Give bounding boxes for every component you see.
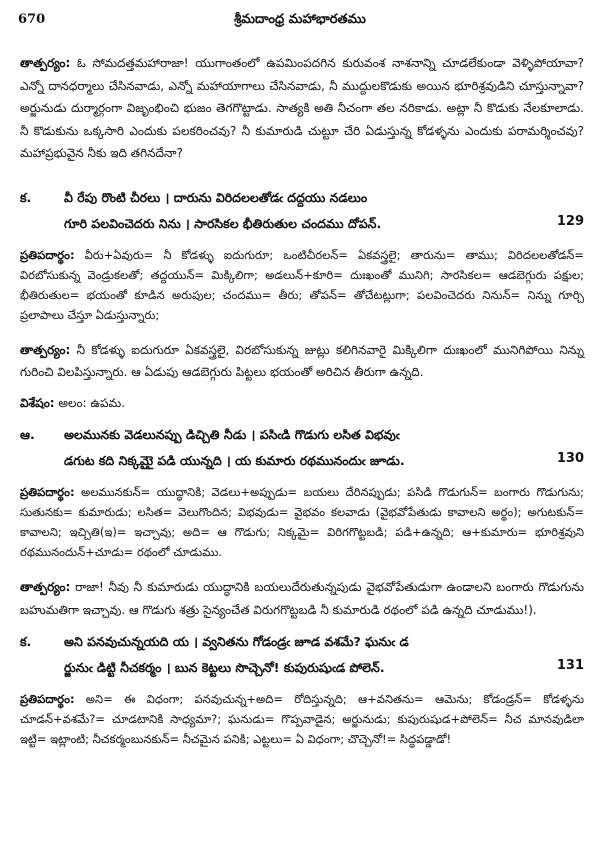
gloss-pratipadartham-130	[20, 482, 584, 562]
verse-number: 131	[556, 658, 584, 673]
page-header	[18, 12, 582, 34]
tatparyam-text: రాజా! నీవు నీ కుమారుడు యుద్ధానికి బయలుదేరుతున్నపుడు వైభవోపేతుడుగా ఉండాలని బంగారు గొడుగును బహుమతిగా ఇచ్చావు. ఆ గొడుగు శత్రు సైన్యంచేత విరుగగొట్టబడి నీ కుమారుడి రథంలో పడి ఉన్నది చూడుము!).	[20, 580, 584, 617]
visesham-label: విశేషం:	[20, 395, 55, 410]
pratipadartham-label: ప్రతిపదార్థం:	[20, 247, 75, 262]
paragraph-visesham	[20, 392, 584, 415]
page-number: 670	[18, 12, 46, 27]
verse-129	[20, 185, 584, 237]
verse-line-2: డగుట కది నిక్కమైై పడి యున్నది । య కుమారు రథమునందుఁ జూడు.	[64, 453, 405, 468]
verse-number: 129	[556, 213, 584, 229]
paragraph-tatparyam-129	[20, 339, 584, 384]
gloss-pratipadartham-129	[20, 245, 584, 325]
running-head: శ్రీమదాంధ్ర మహాభారతము	[234, 12, 366, 27]
pratipadartham-label: ప్రతిపదార్థం:	[20, 485, 75, 499]
pratipadartham-text: అలమునకున్= యుద్ధానికి; వెడలు+అప్పుడు= బయలు దేరినప్పుడు; పసిడి గొడుగున్= బంగారు గొడుగును; సుతునకు= కుమారుడు; లసిత= వెలుగొందిన; విభవుడు= వైభవం కలవాడు (వైభవోపేతుడు కావాలని అర్థం); అగుటకున్= కావాలని; ఇచ్చితి(ఇ)= ఇచ్చావు; అది= ఆ గొడుగు; నిక్కమై= విరిగగొట్టబడి; పడి+ఉన్నది; ఆ+కుమారు= భూరిశ్రవుని రథమునందున్+చూడు= రథంలో చూడుము.	[20, 485, 584, 559]
verse-131	[20, 629, 584, 681]
verse-line-1: వీ రేపు రొంటి చీరలు । దారును విరిదలలతోడఁ దద్దయు నడలుం	[64, 189, 368, 205]
verse-line-2: ర్జునుఁ డిట్టి నీచకర్మం । బున కెట్టలు సొచ్చెనో! కుపురుషుఁడ పోలెన్.	[64, 660, 385, 675]
paragraph-tatparyam-130	[20, 576, 584, 621]
verse-number: 130	[556, 451, 584, 466]
pratipadartham-text: వీరు+ఏవురు= నీ కోడళ్ళు ఐదుగురూ; ఒంటిచీరలన్= ఏకవస్త్రలై; తారును= తాము; విరిదలలతోడన్= విరబోసుకున్న వెండ్రుకలతో; తద్దయున్= మిక్కిలిగా; అడలున్+కూరి= దుఃఖంతో మునిగి; సారసికల= ఆడబెగ్గురు పక్షుల; భీతిరుతుల= భయంతో కూడిన అరుపుల; చందము= తీరు; తోపన్= తోచేటట్లుగా; పలవించెదరు నినున్= నిన్ను గూర్చి ప్రలాపాలు చేస్తూ ఏడుస్తున్నారు;	[20, 247, 584, 322]
tatparyam-label: తాత్పర్యం:	[20, 56, 71, 70]
tatparyam-label: తాత్పర్యం:	[20, 580, 71, 594]
verse-130	[20, 422, 584, 474]
gloss-pratipadartham-131	[20, 689, 584, 749]
verse-meter-label: ఆ.	[20, 427, 35, 442]
tatparyam-text: నీ కోడళ్ళు ఐదుగురూ ఏకవస్త్రలై, విరబోసుకున్న జుట్లు కలిగినవారై మిక్కిలిగా దుఃఖంలో మునిగిపోయి నిన్ను గురించి విలపిస్తున్నారు. ఆ ఏడుపు ఆడబెగ్గురు పిట్టలు భయంతో అరిచిన తీరుగా ఉన్నది.	[20, 342, 584, 379]
verse-line-1: అని పనవుచున్నయది య । వ్వనితను గోడండ్రఁ జూడ వశమే? ఘనుఁ డ	[64, 634, 409, 649]
verse-line-1: అలమునకు వెడలునప్పు డిచ్చితి నీడు । పసిఁడి గొడుగు లసిత విభవుఁ	[64, 427, 400, 442]
page-content	[20, 52, 584, 749]
verse-line-2: గూరి పలవించెదరు నిను । సారసికల భీతిరుతుల చందము దోపన్.	[64, 215, 382, 231]
paragraph-tatparyam-128	[20, 52, 584, 165]
tatparyam-text: ఓ సోమదత్తమహారాజా! యుగాంతంలో ఉపమింపదగిన కురువంశ నాశనాన్ని చూడలేకుండా వెళ్ళిపోయావా? ఎన్నో దానధర్మాలు చేసినవాడు, ఎన్నో మహాయాగాలు చేసినవాడు, నీ ముద్దులకొడుకు అయిన భూరిశ్రవుడిని చూస్తున్నావా? అర్జునుడు దుర్మార్గంగా విజృంభించి భుజం తెగగొట్టాడు. సాత్యకి అతి నీచంగా తల నరికాడు. అట్లా నీ కొడుకు నేలకూలాడు. నీ కొడుకును ఒక్కసారి ఎందుకు పలకరించవు? నీ కుమారుడి చుట్టూ చేరి ఏడుస్తున్న కోడళ్ళను ఎందుకు పరామర్శించవు? మహాప్రభువైన నీకు ఇది తగినదేనా?	[20, 56, 584, 160]
pratipadartham-text: అని= ఈ విధంగా; పనవుచున్న+అది= రోదిస్తున్నది; ఆ+వనితను= ఆమెను; కోడండ్రన్= కోడళ్ళను చూడన్+వశమే?= చూడటానికి సాధ్యమా?; ఘనుడు= గొప్పవాడైన; అర్జునుడు; కుపురుషుడ+పోలెన్= నీచ మానవుడిలా ఇట్టి= ఇట్లాంటి; నీచకర్మంబునకున్= నీచమైన పనికి; ఎట్టలు= ఏ విధంగా; చొచ్చెనో!= సిద్ధపడ్డాడో!	[20, 692, 584, 746]
verse-meter-label: క.	[20, 634, 32, 649]
pratipadartham-label: ప్రతిపదార్థం:	[20, 692, 75, 706]
visesham-text: అలం: ఉపమ.	[54, 395, 126, 410]
tatparyam-label: తాత్పర్యం:	[20, 342, 71, 357]
verse-meter-label: క.	[20, 189, 32, 205]
